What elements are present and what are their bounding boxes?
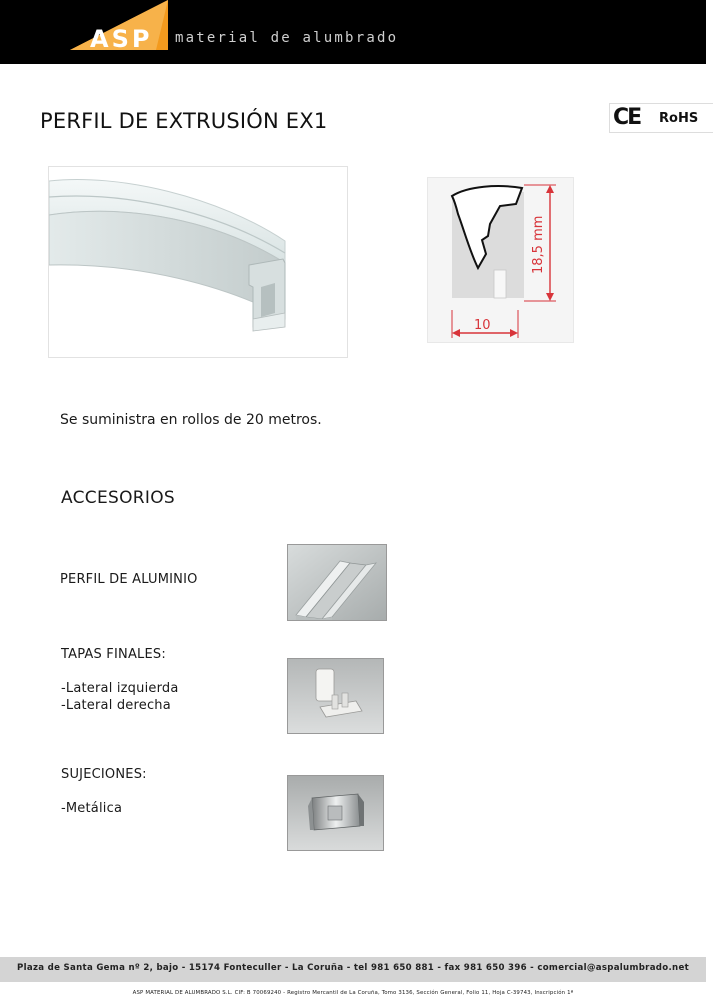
extrusion-profile-image — [49, 167, 348, 358]
asp-logo — [70, 0, 180, 56]
accessory-option-left: -Lateral izquierda — [61, 681, 179, 696]
metal-clip-image — [288, 776, 384, 851]
page-title: PERFIL DE EXTRUSIÓN EX1 — [40, 109, 328, 133]
accessory-title: TAPAS FINALES: — [61, 647, 166, 662]
accessory-option-right: -Lateral derecha — [61, 698, 171, 713]
product-photo — [48, 166, 348, 358]
end-caps-photo — [287, 658, 384, 734]
supply-note: Se suministra en rollos de 20 metros. — [60, 412, 322, 428]
logo-tagline: material de alumbrado — [175, 30, 399, 46]
aluminium-profile-photo — [287, 544, 387, 621]
dimension-drawing — [428, 178, 574, 343]
footer-address: Plaza de Santa Gema nº 2, bajo - 15174 Fonteculler - La Coruña - tel 981 650 881 - fax 981 650 396 - comercial@aspalumbrado.net — [17, 963, 689, 973]
end-cap-image — [288, 659, 384, 734]
accessory-aluminium-profile — [60, 571, 198, 588]
accessory-fixings — [61, 766, 147, 817]
width-dimension-label: 10 — [474, 318, 491, 333]
height-dimension-label: 18,5 mm — [531, 215, 546, 274]
fixings-photo — [287, 775, 384, 851]
aluminium-channel-image — [288, 545, 387, 621]
accessory-title: PERFIL DE ALUMINIO — [60, 572, 198, 587]
page-header — [0, 0, 706, 64]
logo-graphic — [70, 0, 180, 56]
accessory-option-metal: -Metálica — [61, 801, 123, 816]
rohs-mark: RoHS — [659, 111, 699, 126]
footer-legal: ASP MATERIAL DE ALUMBRADO S.L. CIF: B 70069240 - Registro Mercantil de La Coruña, Tomo 3136, Sección General, Folio 11, Hoja C-39743, Inscripción 1ª — [132, 990, 574, 996]
accessory-end-caps — [61, 646, 179, 714]
profile-dimension-diagram — [427, 177, 574, 343]
accessories-heading: ACCESORIOS — [61, 488, 175, 508]
accessory-title: SUJECIONES: — [61, 767, 147, 782]
ce-mark: CE — [613, 105, 641, 130]
certification-badges — [609, 103, 713, 133]
logo-text: ASP — [90, 25, 153, 53]
